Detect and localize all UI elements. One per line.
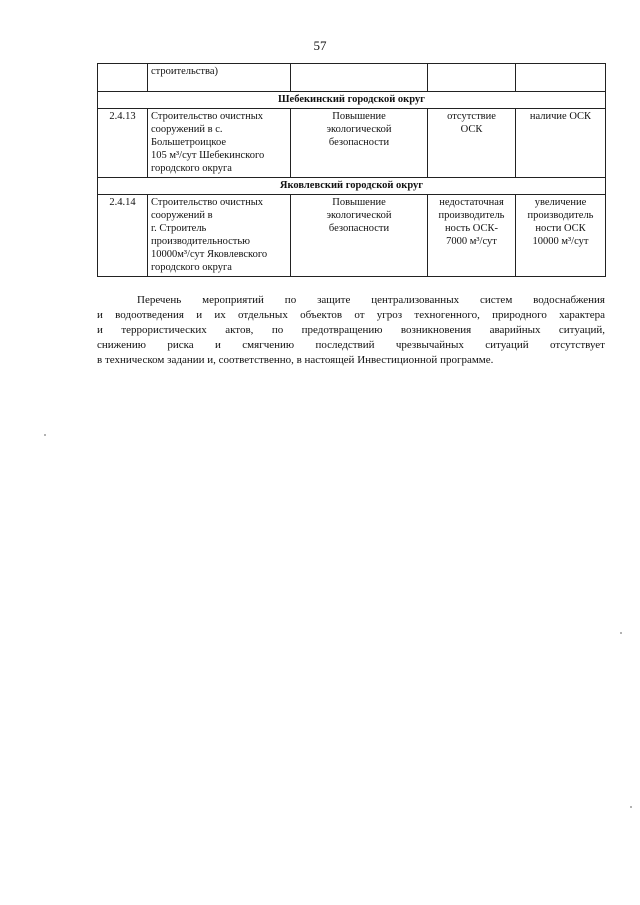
scan-speck [630, 806, 632, 808]
section-header-row [98, 178, 606, 195]
section-header-row [98, 92, 606, 109]
paragraph-line: Перечень мероприятий по защите централизованных систем водоснабжения [137, 294, 605, 306]
paragraph-line: и водоотведения и их отдельных объектов от угроз техногенного, природного характера [97, 309, 605, 321]
paragraph-line: снижению риска и смягчению последствий чрезвычайных ситуаций отсутствует [97, 339, 605, 351]
paragraph-line: и террористических актов, по предотвращению возникновения аварийных ситуаций, [97, 324, 605, 336]
cell-goal: Повышение экологической безопасности [291, 195, 428, 277]
table-row [98, 195, 606, 277]
cell-num [98, 64, 148, 92]
body-paragraph [97, 293, 605, 368]
cell-planned: наличие ОСК [516, 109, 606, 178]
cell-name: строительства) [148, 64, 291, 92]
cell-name: Строительство очистных сооружений в г. Строитель производительностью 10000м³/сут Яковлевского городского округа [148, 195, 291, 277]
cell-goal [291, 64, 428, 92]
cell-name: Строительство очистных сооружений в с. Большетроицкое 105 м³/сут Шебекинского городского округа [148, 109, 291, 178]
table-row [98, 64, 606, 92]
cell-num: 2.4.14 [98, 195, 148, 277]
cell-current: недостаточная производитель ность ОСК- 7000 м³/сут [428, 195, 516, 277]
cell-current [428, 64, 516, 92]
scan-speck [620, 632, 622, 634]
page-number: 57 [313, 38, 327, 53]
measures-table [97, 63, 606, 277]
cell-planned [516, 64, 606, 92]
section-title: Шебекинский городской округ [98, 92, 606, 109]
table-row [98, 109, 606, 178]
scan-speck [44, 434, 46, 436]
cell-goal: Повышение экологической безопасности [291, 109, 428, 178]
paragraph-line: в техническом задании и, соответственно, в настоящей Инвестиционной программе. [97, 354, 494, 366]
cell-planned: увеличение производитель ности ОСК 10000 м³/сут [516, 195, 606, 277]
cell-current: отсутствие ОСК [428, 109, 516, 178]
cell-num: 2.4.13 [98, 109, 148, 178]
section-title: Яковлевский городской округ [98, 178, 606, 195]
